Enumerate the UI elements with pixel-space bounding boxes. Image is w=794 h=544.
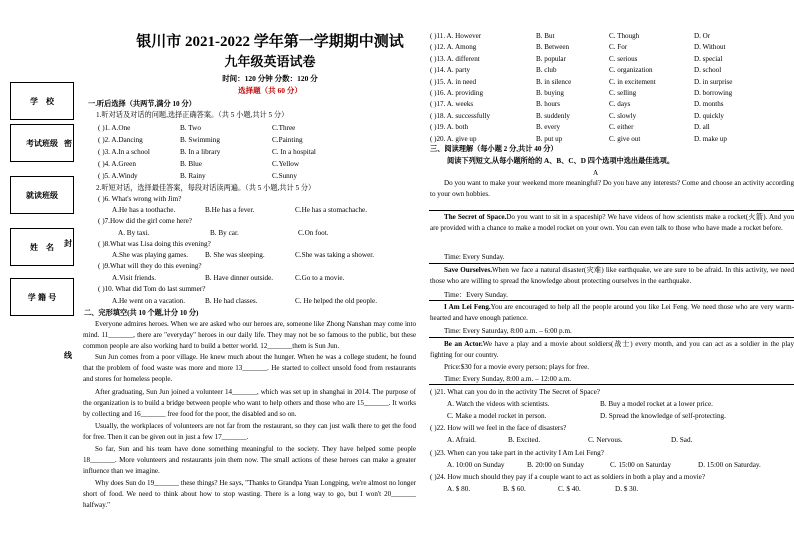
reading-intro: Do you want to make your weekend more meaningful? Do you have any interests? Come and choose an activity according to your own hobbies. (430, 179, 794, 199)
divider (429, 210, 794, 211)
question-10-option-c: C. He helped the old people. (295, 297, 378, 305)
ad-save-title: Save Ourselves. (444, 266, 492, 274)
divider (429, 263, 794, 264)
exam-meta: 时间：120 分钟 分数：120 分 (222, 74, 318, 83)
option-row-17: ( )17. A. weeks (430, 100, 474, 109)
option-13-d: D. special (694, 54, 723, 63)
option-19-b: B. every (536, 123, 561, 132)
question-2-option-b: B. Swimming (180, 136, 220, 144)
question-7-option-c: C.On foot. (298, 229, 329, 237)
question-9-option-a: A.Visit friends. (112, 274, 157, 282)
question-6: ( )6. What's wrong with Jim? (98, 195, 182, 203)
question-1-option-c: C.Three (272, 124, 296, 132)
option-11-d: D. Or (694, 32, 711, 40)
question-9-option-b: B. Have dinner outside. (205, 274, 274, 282)
question-23-option-a: A. 10:00 on Sunday (447, 461, 505, 469)
option-15-b: B. in silence (536, 77, 572, 86)
question-22-option-d: D. Sad. (671, 436, 693, 444)
student-id-box (10, 278, 74, 316)
question-6-option-a: A.He has a toothache. (112, 206, 176, 214)
divider (429, 300, 794, 301)
listening-heading: 一.听后选择（共两节,满分 10 分） (88, 100, 196, 108)
option-15-d: D. in surprise (694, 77, 733, 86)
ad-save-time: Time：Every Sunday. (444, 291, 508, 299)
question-6-option-c: C.He has a stomachache. (295, 206, 368, 214)
question-10-option-b: B. He had classes. (205, 297, 258, 305)
option-row-13: ( )13. A. different (430, 54, 480, 63)
option-row-11: ( )11. A. However (430, 32, 482, 40)
reading-instructions: 阅读下列短文,从每小题所给的 A、B、C、D 四个选项中选出最佳选项。 (447, 157, 675, 165)
ad-space-title: The Secret of Space. (444, 213, 507, 221)
question-22-option-b: B. Excited. (508, 436, 541, 444)
question-4-option-c: C.Yellow (272, 160, 300, 168)
option-row-18: ( )18. A. successfully (430, 111, 491, 120)
option-13-b: B. popular (536, 54, 566, 63)
ad-space-time: Time: Every Sunday. (444, 253, 505, 261)
cloze-paragraph-6: Why does Sun do 19_______ these things? He says, "Thanks to Grandpa Yuan Longping, we're almost no longer short of food. We need to think about how to stop wasting. There is a long way to go, but I won't 20_______ halfway." (83, 479, 416, 510)
question-6-option-b: B.He has a fever. (205, 206, 255, 214)
ad-actor-price: Price:$30 for a movie every person; plays for free. (444, 363, 590, 371)
cloze-paragraph-5: So far, Sun and his team have done something meaningful to the society. They have helped some people 18_______. More volunteers and restaurants join them now. The small actions of these heroes can make a greater influence than we imagine. (83, 445, 416, 476)
option-row-12: ( )12. A. Among (430, 43, 477, 52)
question-21: ( )21. What can you do in the activity The Secret of Space? (430, 388, 600, 396)
ad-leifeng (430, 302, 794, 324)
cloze-paragraph-1: Everyone admires heroes. When we are asked who our heroes are, someone like Zhong Nanshan may come into mind. 11_______, there are "everyday" heroes in our daily life. They may not be so famous to the public, but these common people are also working hard to build a better world. 12_______them is Sun Jun. (83, 320, 416, 351)
question-5-option-b: B. Rainy (180, 172, 206, 180)
ad-actor-time: Time: Every Sunday, 8:00 a.m. – 12:00 a.m. (444, 375, 572, 383)
option-row-19: ( )19. A. both (430, 123, 469, 132)
question-1-option-b: B. Two (180, 124, 201, 132)
divider (429, 337, 794, 338)
cloze-options-col-c (609, 31, 656, 145)
cloze-heading: 二、完形填空(共 10 个题,计分 10 分) (84, 309, 199, 317)
question-22-option-c: C. Nervous. (588, 436, 623, 444)
question-24-option-c: C. $ 40. (558, 485, 581, 493)
ad-save-body: When we face a natural disaster(灾难) like earthquake, we are sure to be afraid. In this activity, we need those who are willing to spread the knowledge about protecting ourselves in the earthquake. (430, 266, 794, 286)
option-19-d: D. all (694, 123, 710, 132)
cloze-paragraph-2: Sun Jun comes from a poor village. He knew much about the hunger. When he was a college student, he found that the problem of food waste was more and more 13_______. He started to collect unsold food from restaurants and stores for homeless people. (83, 353, 416, 384)
ad-leifeng-time: Time: Every Saturday, 8:00 a.m. – 6:00 p.m. (444, 327, 572, 335)
option-11-c: C. Though (609, 32, 640, 40)
cloze-paragraph-4: Usually, the workplaces of volunteers are not far from the restaurant, so they can just walk there to get the food for free. Then it can be given out in just a few 17_______. (83, 422, 416, 442)
divider (429, 384, 794, 385)
question-3-option-c: C. In a hospital (272, 148, 316, 156)
question-22-option-a: A. Afraid. (447, 436, 476, 444)
section-choice-heading: 选择题（共 60 分） (238, 86, 302, 95)
question-23-option-d: D. 15:00 on Saturday. (698, 461, 761, 469)
question-21-option-c: C. Make a model rocket in person. (447, 412, 547, 420)
question-7-option-b: B. By car. (210, 229, 239, 237)
question-8-option-b: B. She was sleeping. (205, 251, 265, 259)
question-24-option-a: A. $ 80. (447, 485, 471, 493)
question-10: ( )10. What did Tom do last summer? (98, 285, 206, 293)
question-5: ( )5. A.Windy (98, 172, 138, 180)
option-row-16: ( )16. A. providing (430, 89, 484, 98)
question-2-option-c: C.Painting (272, 136, 303, 144)
option-20-d: D. make up (694, 134, 727, 143)
option-12-c: C. For (609, 43, 628, 52)
ad-save (430, 265, 794, 287)
option-14-b: B. club (536, 66, 557, 75)
question-8-option-a: A.She was playing games. (112, 251, 189, 259)
passage-label: A (593, 169, 599, 177)
option-13-c: C. serious (609, 54, 638, 63)
question-10-option-a: A.He went on a vacation. (112, 297, 186, 305)
ad-space-body: Do you want to sit in a spaceship? We have videos of how scientists make a rocket(火箭). And you are provided with a chance to make a model rocket on your own. You can even talk to those who have made a rocket before. (430, 213, 794, 233)
option-14-c: C. organization (609, 66, 653, 75)
option-16-b: B. buying (536, 89, 564, 98)
option-16-c: C. selling (609, 89, 637, 98)
option-20-b: B. put up (536, 134, 563, 143)
option-row-15: ( )15. A. in need (430, 77, 477, 86)
name-label: 姓 名 (30, 242, 54, 252)
question-3-option-b: B. In a library (180, 148, 221, 156)
study-class-label: 就读班级 (26, 190, 58, 200)
option-12-d: D. Without (694, 43, 726, 52)
question-7: ( )7.How did the girl come here? (98, 217, 193, 225)
option-12-b: B. Between (536, 43, 570, 52)
question-8: ( )8.What was Lisa doing this evening? (98, 240, 211, 248)
question-23: ( )23. When can you take part in the activity I Am Lei Feng? (430, 449, 604, 457)
question-2: ( )2. A.Dancing (98, 136, 143, 144)
question-22: ( )22. How will we feel in the face of disasters? (430, 424, 567, 432)
study-class-box (10, 176, 74, 214)
binding-mark-xian: 线 (64, 351, 72, 360)
question-3: ( )3. A.In a school (98, 148, 150, 156)
ad-leifeng-body: You are encouraged to help all the people around you like Lei Feng. We need those who are very warm-hearted and have enough patience. (430, 303, 794, 323)
option-16-d: D. borrowing (694, 89, 733, 98)
listening-part1-instructions: 1.听对话及对话的问题,选择正确答案。（共 5 小题,共计 5 分） (96, 111, 289, 119)
question-9-option-c: C.Go to a movie. (295, 274, 345, 282)
question-5-option-c: C.Sunny (272, 172, 297, 180)
question-23-option-b: B. 20:00 on Sunday (527, 461, 585, 469)
question-4: ( )4. A.Green (98, 160, 136, 168)
question-21-option-b: B. Buy a model rocket at a lower price. (600, 400, 713, 408)
option-15-c: C. in excitement (609, 77, 656, 86)
ad-actor-body: We have a play and a movie about soldiers(战士) every month, and you can act as a soldier in the play fighting for our country. (430, 340, 794, 360)
school-label: 学 校 (30, 96, 54, 106)
option-18-d: D. quickly (694, 111, 724, 120)
option-19-c: C. either (609, 123, 634, 132)
option-row-14: ( )14. A. party (430, 66, 470, 75)
option-18-b: B. suddenly (536, 111, 570, 120)
student-id-label: 学 籍 号 (27, 292, 57, 302)
exam-class-label: 考试班级 (26, 138, 58, 148)
question-24-option-d: D. $ 30. (615, 485, 639, 493)
question-21-option-d: D. Spread the knowledge of self-protecting. (600, 412, 726, 420)
binding-mark-feng: 封 (64, 239, 72, 248)
option-11-b: B. But (536, 32, 555, 40)
school-box (10, 82, 74, 120)
option-row-20: ( )20. A. give up (430, 134, 477, 143)
cloze-paragraph-3: After graduating, Sun Jun joined a volunteer 14_______, which was set up in shanghai in 2014. The purpose of the organization is to build a bridge between people who want to help others and those who are 15_______. It works by collecting and 16_______ free food for the poor, the disabled and so on. (83, 388, 416, 419)
reading-heading: 三、阅读理解（每小题 2 分,共计 40 分） (430, 145, 558, 153)
ad-leifeng-title: I Am Lei Feng. (444, 303, 491, 311)
option-17-d: D. months (694, 100, 724, 109)
listening-part2-instructions: 2.听短对话，选择最佳答案，每段对话读两遍。（共 5 小题,共计 5 分） (96, 184, 316, 192)
cloze-options-col-d (694, 31, 732, 145)
ad-actor-title: Be an Actor. (444, 340, 483, 348)
question-23-option-c: C. 15:00 on Saturday (610, 461, 672, 469)
question-21-option-a: A. Watch the videos with scientists. (447, 400, 550, 408)
ad-space (430, 212, 794, 234)
option-14-d: D. school (694, 66, 722, 75)
question-24: ( )24. How much should they pay if a couple want to act as soldiers in both a play and a movie? (430, 473, 706, 481)
cloze-options-col-b (536, 31, 571, 145)
question-7-option-a: A. By taxi. (118, 229, 150, 237)
question-8-option-c: C.She was taking a shower. (295, 251, 375, 259)
option-18-c: C. slowly (609, 111, 637, 120)
exam-title: 银川市 2021-2022 学年第一学期期中测试 (136, 34, 404, 50)
question-4-option-b: B. Blue (180, 160, 202, 168)
cloze-options-col-a (430, 31, 490, 145)
ad-actor (430, 339, 794, 361)
question-24-option-b: B. $ 60. (503, 485, 526, 493)
option-20-c: C. give out (609, 134, 641, 143)
question-1: ( )1. A.One (98, 124, 131, 132)
question-9: ( )9.What will they do this evening? (98, 262, 202, 270)
binding-mark-mi: 密 (64, 139, 72, 148)
option-17-c: C. days (609, 100, 631, 109)
option-17-b: B. hours (536, 100, 561, 109)
exam-subtitle: 九年级英语试卷 (224, 54, 316, 69)
